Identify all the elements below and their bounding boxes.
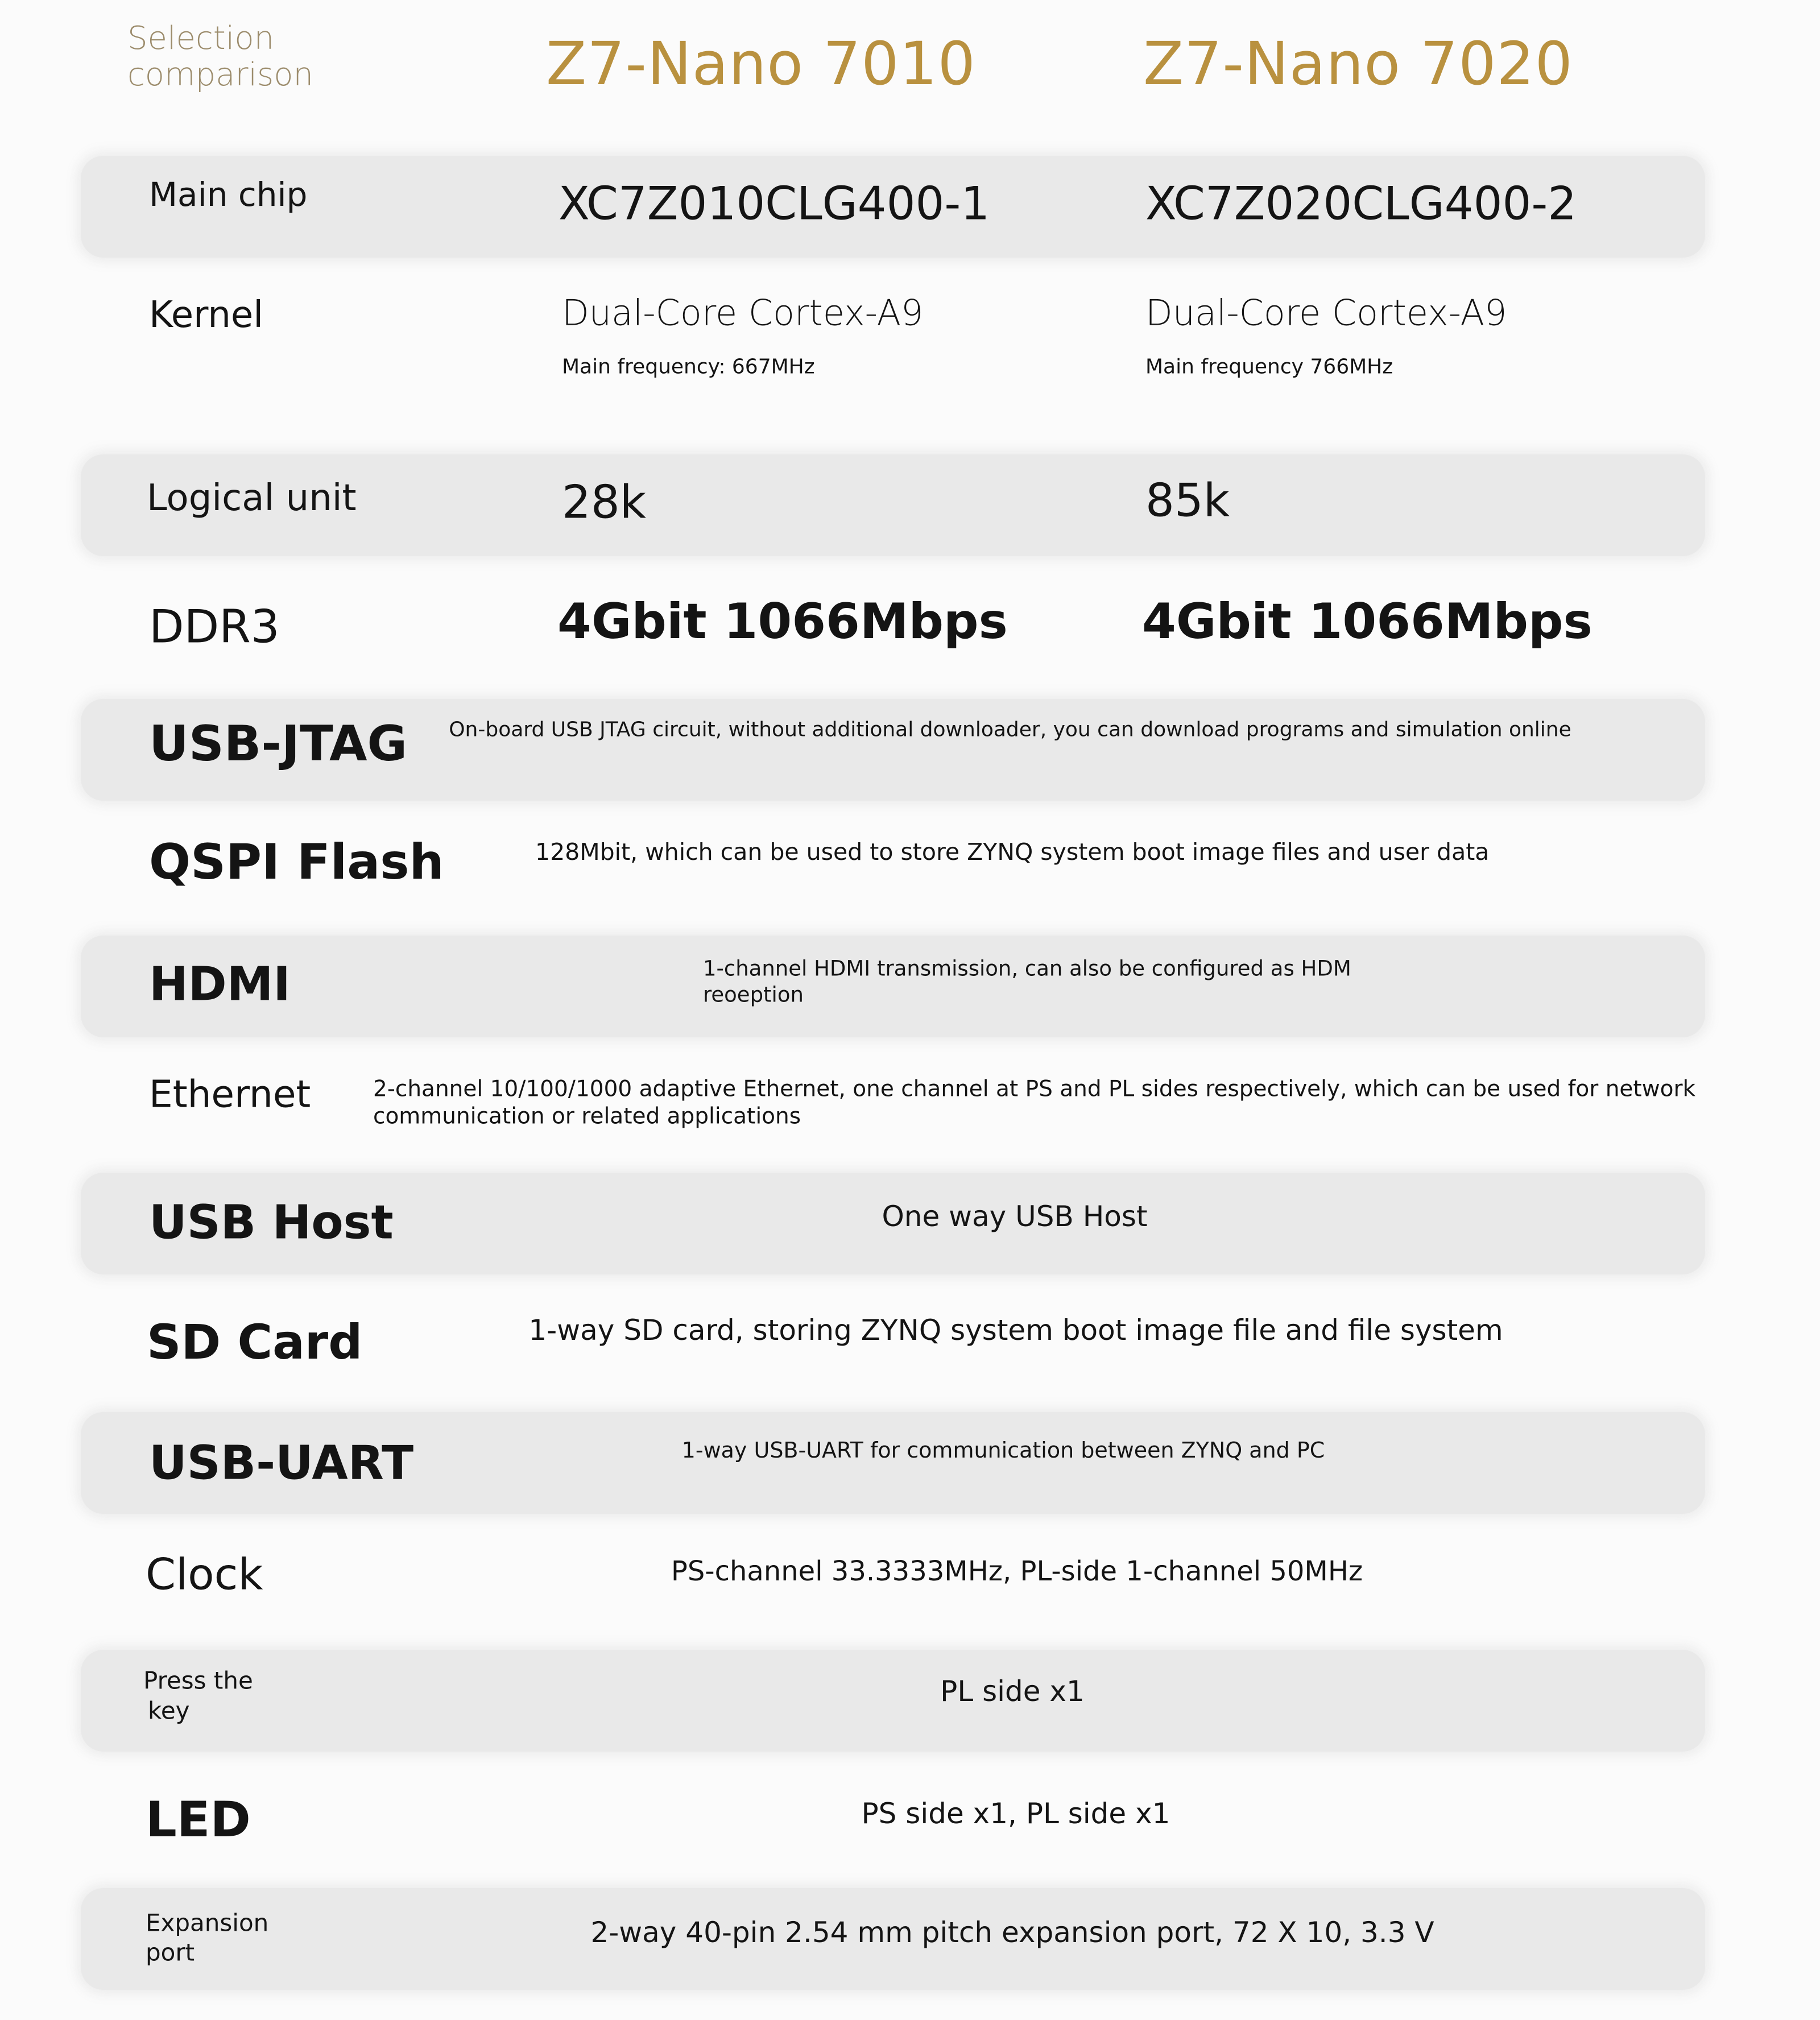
sd-card-description: 1-way SD card, storing ZYNQ system boot image file and file system <box>528 1314 1503 1347</box>
column-header-7020: Z7-Nano 7020 <box>1143 29 1573 98</box>
usb-uart-description: 1-way USB-UART for communication between ZYNQ and PC <box>681 1438 1325 1463</box>
main-chip-7010: XC7Z010CLG400-1 <box>559 177 990 230</box>
row-label-ethernet: Ethernet <box>149 1072 311 1116</box>
row-label-ddr3: DDR3 <box>149 600 280 653</box>
row-label-expansion-port-line-2: port <box>146 1938 195 1967</box>
logical-unit-7020: 85k <box>1145 474 1230 527</box>
ethernet-description-line-2: communication or related applications <box>373 1103 801 1129</box>
clock-description: PS-channel 33.3333MHz, PL-side 1-channel 50MHz <box>671 1555 1363 1587</box>
kernel-7010: Dual-Core Cortex-A9 <box>562 292 924 334</box>
row-label-logical-unit: Logical unit <box>147 477 357 519</box>
column-header-7010: Z7-Nano 7010 <box>546 29 976 98</box>
main-chip-7020: XC7Z020CLG400-2 <box>1145 177 1577 230</box>
ethernet-description-line-1: 2-channel 10/100/1000 adaptive Ethernet, one channel at PS and PL sides respectively, which can be used for network <box>373 1076 1696 1102</box>
hdmi-description-line-1: 1-channel HDMI transmission, can also be configured as HDM <box>703 956 1351 981</box>
row-label-clock: Clock <box>146 1549 263 1600</box>
expansion-port-description: 2-way 40-pin 2.54 mm pitch expansion port, 72 X 10, 3.3 V <box>590 1916 1434 1949</box>
kernel-frequency-7020: Main frequency 766MHz <box>1145 355 1393 379</box>
row-label-hdmi: HDMI <box>149 957 291 1012</box>
logical-unit-7010: 28k <box>562 475 647 529</box>
row-label-sd-card: SD Card <box>147 1314 363 1370</box>
usb-jtag-description: On-board USB JTAG circuit, without additional downloader, you can download programs and simulation online <box>449 718 1571 742</box>
row-label-main-chip: Main chip <box>149 175 308 214</box>
row-label-qspi-flash: QSPI Flash <box>149 834 444 891</box>
row-label-usb-uart: USB-UART <box>149 1436 414 1491</box>
page-title: Selection comparison <box>127 20 313 93</box>
row-label-press-key-line-2: key <box>148 1696 190 1725</box>
ddr3-7010: 4Gbit 1066Mbps <box>557 593 1008 650</box>
qspi-flash-description: 128Mbit, which can be used to store ZYNQ system boot image files and user data <box>535 838 1490 866</box>
row-label-led: LED <box>146 1791 251 1848</box>
row-label-usb-host: USB Host <box>149 1195 394 1250</box>
row-band-hdmi <box>81 936 1705 1037</box>
led-description: PS side x1, PL side x1 <box>861 1797 1170 1830</box>
hdmi-description-line-2: reoeption <box>703 982 804 1007</box>
row-label-kernel: Kernel <box>149 294 264 336</box>
row-label-usb-jtag: USB-JTAG <box>149 715 408 772</box>
usb-host-description: One way USB Host <box>882 1200 1148 1233</box>
press-key-description: PL side x1 <box>940 1675 1085 1708</box>
row-label-expansion-port-line-1: Expansion <box>146 1909 269 1937</box>
row-label-press-key-line-1: Press the <box>143 1666 253 1695</box>
kernel-frequency-7010: Main frequency: 667MHz <box>562 355 815 379</box>
ddr3-7020: 4Gbit 1066Mbps <box>1142 593 1592 650</box>
row-band-press-key <box>81 1650 1705 1752</box>
kernel-7020: Dual-Core Cortex-A9 <box>1145 292 1507 334</box>
